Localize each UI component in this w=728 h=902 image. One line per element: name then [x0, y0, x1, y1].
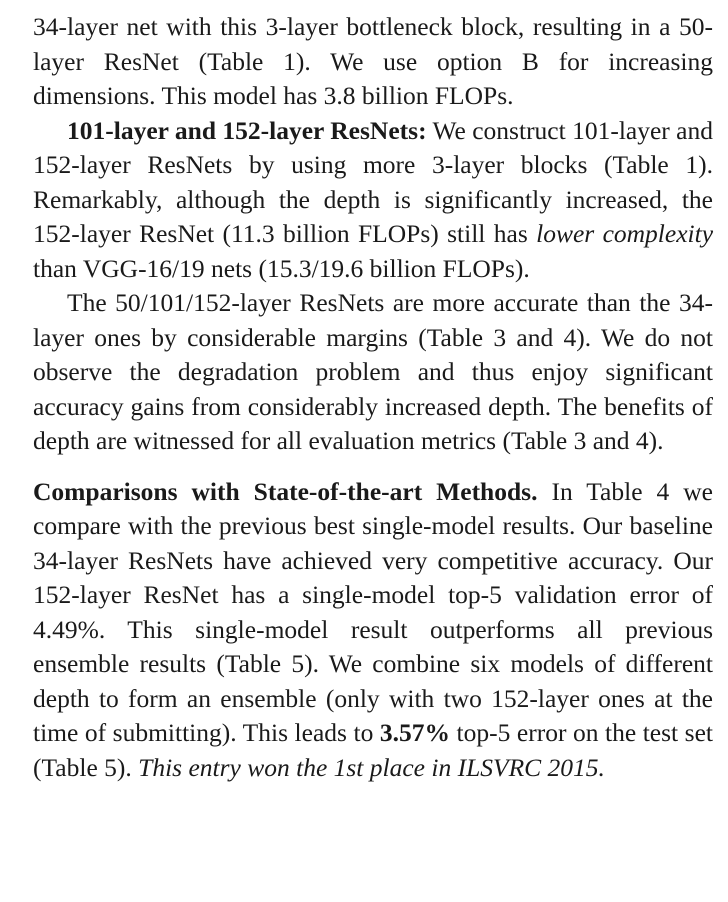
- paragraph-101-152-layer: [33, 114, 713, 287]
- paragraph-comparisons-text-b: top-5 error on the test set (Table 5).: [33, 718, 714, 782]
- paragraph-comparisons-bold-value: 3.57%: [379, 718, 450, 747]
- paragraph-accuracy: [33, 286, 713, 459]
- paragraph-101-152-text-b: than VGG-16/19 nets (15.3/19.6 billion FLOPs).: [33, 253, 530, 283]
- paper-text-column: [33, 10, 713, 785]
- paragraph-accuracy-text: The 50/101/152-layer ResNets are more accurate than the 34-layer ones by considerable margins (Table 3 and 4). We do not observe the degradation problem and thus enjoy significant accuracy gains from considerably increased depth. The benefits of depth are witnessed for all evaluation metrics (Table 3 and 4).: [33, 288, 713, 455]
- paragraph-101-152-heading: 101-layer and 152-layer ResNets:: [67, 115, 427, 145]
- paragraph-50-layer-text: 34-layer net with this 3-layer bottleneck block, resulting in a 50-layer ResNet (Table 1). We use option B for increasing dimensions. This model has 3.8 billion FLOPs.: [33, 12, 713, 110]
- paragraph-50-layer: [33, 10, 713, 114]
- paragraph-101-152-text-a: We construct 101-layer and 152-layer ResNets by using more 3-layer blocks (Table 1). Remarkably, although the depth is significantly increased, the 152-layer ResNet (11.3 billion FLOPs) still has: [33, 115, 714, 248]
- paragraph-comparisons-italic-tail: This entry won the 1st place in ILSVRC 2015.: [138, 752, 605, 782]
- paragraph-comparisons-heading: Comparisons with State-of-the-art Methods.: [33, 476, 538, 506]
- paragraph-101-152-emphasis: lower complexity: [536, 219, 714, 248]
- paragraph-comparisons: [33, 475, 713, 786]
- paragraph-comparisons-text-a: In Table 4 we compare with the previous best single-model results. Our baseline 34-layer ResNets have achieved very competitive accuracy. Our 152-layer ResNet has a single-model top-5 validation error of 4.49%. This single-model result outperforms all previous ensemble results (Table 5). We combine six models of different depth to form an ensemble (only with two 152-layer ones at the time of submitting). This leads to: [33, 476, 714, 747]
